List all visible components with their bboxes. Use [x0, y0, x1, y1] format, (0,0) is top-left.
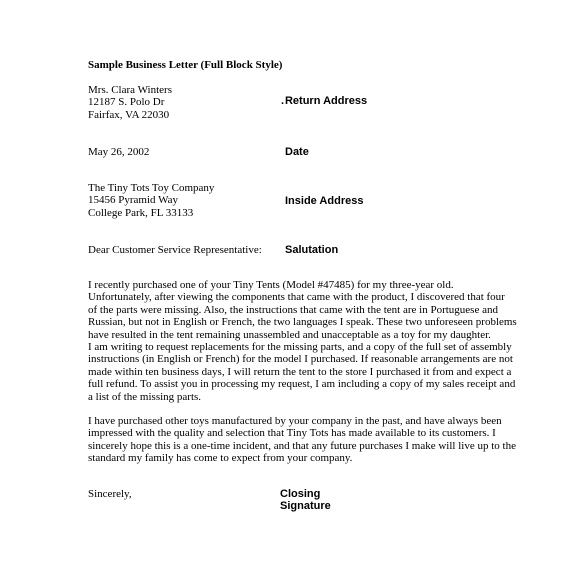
body-line: a list of the missing parts.	[88, 390, 202, 403]
recipient-company: The Tiny Tots Toy Company	[88, 182, 215, 194]
recipient-street: 15456 Pyramid Way	[88, 194, 178, 207]
inside-address-label: Inside Address	[285, 195, 364, 207]
body-line: full refund. To assist you in processing my request, I am including a copy of my sales receipt and	[88, 378, 516, 391]
letter-date: May 26, 2002	[88, 146, 150, 158]
body-line: impressed with the quality and selection that Tiny Tots has made available to its customers. I	[88, 427, 496, 440]
sender-name: Mrs. Clara Winters	[88, 84, 172, 96]
return-address-label: . Return Address	[281, 95, 368, 107]
closing-text: Sincerely,	[88, 488, 132, 500]
closing-label: Closing	[280, 488, 321, 500]
body-paragraph-1	[88, 279, 517, 403]
body-line: I am writing to request replacements for the missing parts, and a copy of the full set of assembly	[88, 341, 512, 354]
letter-title: Sample Business Letter (Full Block Style)	[88, 59, 283, 71]
body-line: I recently purchased one of your Tiny Tents (Model #47485) for my three-year old.	[88, 279, 454, 291]
salutation-text: Dear Customer Service Representative:	[88, 244, 262, 256]
body-line: I have purchased other toys manufactured by your company in the past, and have always been	[88, 415, 502, 427]
body-line: instructions (in English or French) for the model I purchased. If reasonable arrangements are not	[88, 353, 513, 366]
body-line: Russian, but not in English or French, the two languages I speak. These two unforeseen problems	[88, 316, 517, 329]
date-label: Date	[285, 146, 309, 158]
inside-address	[88, 182, 214, 219]
body-line: Unfortunately, after viewing the components that came with the product, I discovered that four	[88, 291, 505, 304]
body-line: made within ten business days, I will return the tent to the store I purchased it from and expect a	[88, 365, 512, 378]
salutation-label: Salutation	[285, 244, 339, 256]
body-line: have resulted in the tent remaining unassembled and unacceptable as a toy for my daughter.	[88, 328, 491, 341]
signature-label: Signature	[280, 500, 331, 512]
sender-street: 12187 S. Polo Dr	[88, 96, 165, 109]
recipient-city: College Park, FL 33133	[88, 206, 194, 219]
body-line: of the parts were missing. Also, the instructions that came with the tent are in Portuguese and	[88, 303, 498, 316]
sender-city: Fairfax, VA 22030	[88, 108, 170, 121]
body-paragraph-2	[88, 415, 516, 465]
sender-address	[88, 84, 172, 121]
body-line: sincerely hope this is a one-time incident, and that any future purchases I make will live up to the	[88, 439, 516, 452]
body-line: standard my family has come to expect from your company.	[88, 452, 353, 465]
return-address-label-text: Return Address	[284, 95, 368, 107]
